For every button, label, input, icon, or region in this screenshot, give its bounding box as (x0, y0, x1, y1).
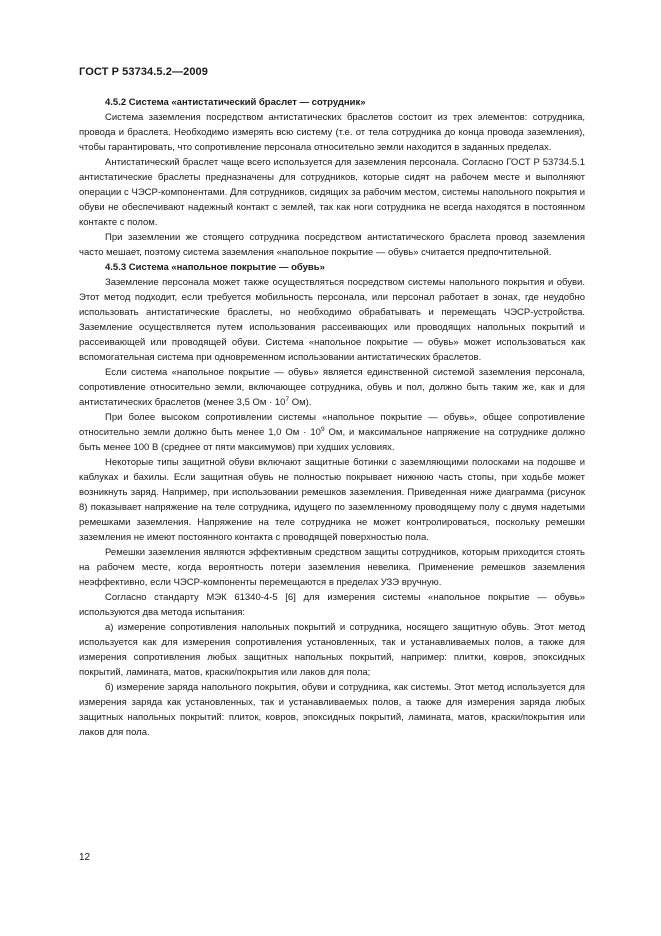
paragraph: Некоторые типы защитной обуви включают защитные ботинки с заземляющими полосками на подошве и каблуках и бахилы. Если защитная обувь не полностью покрывает нижнюю часть стопы, при ходьбе может возникнуть заряд. Например, при использовании ремешков заземления. Приведенная ниже диаграмма (рисунок 8) показывает напряжение на теле сотрудника, идущего по заземленному проводящему полу с двумя надетыми ремешками заземления. Напряжение на теле сотрудника не может контролироваться, поскольку ремешки заземления не имеют постоянного контакта с проводящей поверхностью пола. (79, 457, 585, 543)
paragraph-text-end: Ом). (289, 397, 312, 408)
list-item-b: б) измерение заряда напольного покрытия, обуви и сотрудника, как системы. Этот метод используется для измерения заряда как установленных, так и устанавливаемых полов, а также для измерения заряда любых защитных напольных покрытий: плиток, ковров, эпоксидных покрытий, ламината, матов, краски/покрытия или лаков для пола. (79, 682, 585, 738)
section-heading-4-5-3: 4.5.3 Система «напольное покрытие — обувь» (105, 262, 325, 273)
paragraph-text-end: Ом, и максимальное напряжение на сотруднике должно быть менее 100 В (среднее от пяти максимумов) при худших условиях. (79, 427, 585, 453)
paragraph: Антистатический браслет чаще всего используется для заземления персонала. Согласно ГОСТ Р 53734.5.1 антистатические браслеты предназначены для сотрудников, которые сидят на рабочем месте и выполняют операции с ЧЭСР-компонентами. Для сотрудников, сидящих за рабочим местом, системы напольного покрытия и обуви не обеспечивают надежный контакт с землей, так как ноги сотрудника не всегда находятся в постоянном контакте с полом. (79, 157, 585, 228)
page-number: 12 (79, 852, 91, 863)
paragraph: Согласно стандарту МЭК 61340-4-5 [6] для измерения системы «напольное покрытие — обувь» используются два метода испытания: (79, 592, 585, 618)
paragraph-text: Если система «напольное покрытие — обувь» является единственной системой заземления персонала, сопротивление относительно земли, включающее сотрудника, обувь и пол, должно быть таким же, как и для антистатических браслетов (менее 3,5 Ом · 10 (79, 367, 585, 408)
section-heading-4-5-2: 4.5.2 Система «антистатический браслет — сотрудник» (105, 97, 366, 108)
paragraph: Ремешки заземления являются эффективным средством защиты сотрудников, которым приходится стоять на рабочем месте, когда вероятность потери заземления невелика. Применение ремешков заземления неэффективно, если ЧЭСР-компоненты перемещаются в пределах УЗЭ вручную. (79, 547, 585, 588)
exponent: 9 (320, 426, 325, 433)
document-body (79, 95, 585, 740)
paragraph: Заземление персонала может также осуществляться посредством системы напольного покрытия и обуви. Этот метод подходит, если требуется мобильность персонала, или персонал работает в зонах, где неудобно использовать антистатические браслеты, но необходимо обрабатывать и перемещать ЧЭСР-устройства. Заземление осуществляется путем использования рассеивающих или проводящих напольных покрытий и рассеивающей или проводящей обуви. Система «напольное покрытие — обувь» может использоваться как вспомогательная система при одновременном использовании антистатических браслетов. (79, 277, 585, 363)
paragraph-with-exponent (79, 365, 585, 410)
paragraph-text: При более высоком сопротивлении системы «напольное покрытие — обувь», общее сопротивление относительно земли должно быть менее 1,0 Ом · 10 (79, 412, 585, 438)
list-item-a: а) измерение сопротивления напольных покрытий и сотрудника, носящего защитную обувь. Этот метод используется как для измерения сопротивления установленных, так и устанавливаемых полов, а также для измерения сопротивления любых защитных напольных покрытий, например: плитки, ковров, эпоксидных покрытий, ламината, матов, краски/покрытия или лаков для пола; (79, 622, 585, 678)
paragraph-with-exponent (79, 410, 585, 455)
document-header: ГОСТ Р 53734.5.2—2009 (79, 66, 208, 78)
exponent: 7 (285, 396, 290, 403)
paragraph: Система заземления посредством антистатических браслетов состоит из трех элементов: сотрудника, провода и браслета. Необходимо измерять всю систему (т.е. от тела сотрудника до конца провода заземления), чтобы гарантировать, что сопротивление персонала относительно земли находится в заданных пределах. (79, 112, 585, 153)
paragraph: При заземлении же стоящего сотрудника посредством антистатического браслета провод заземления часто мешает, поэтому система заземления «напольное покрытие — обувь» считается предпочтительной. (79, 232, 585, 258)
